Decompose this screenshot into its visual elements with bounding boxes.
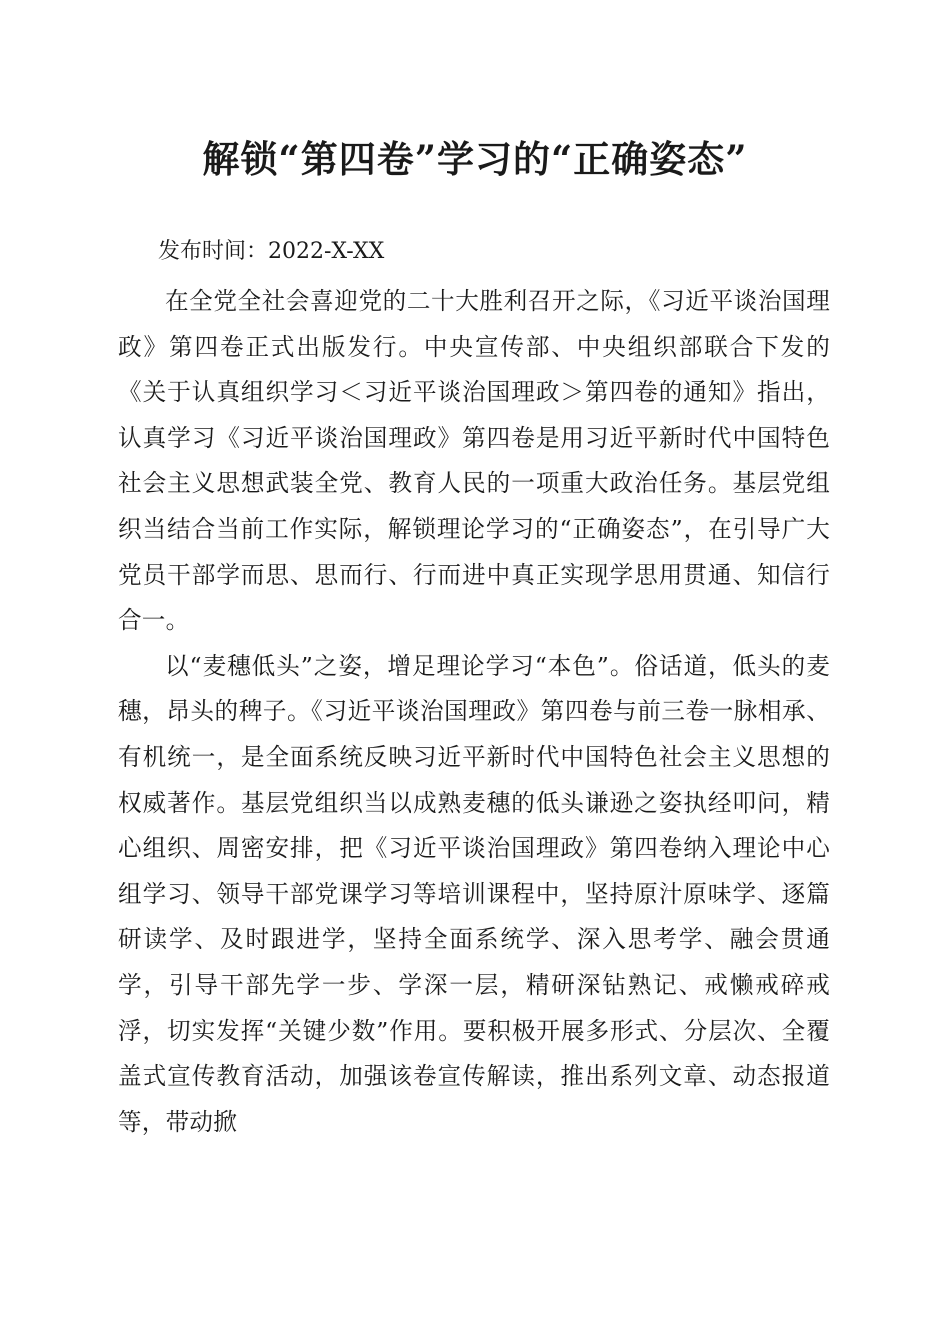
article-body bbox=[118, 279, 830, 1145]
paragraph: 以“麦穗低头”之姿，增足理论学习“本色”。俗话道，低头的麦穗，昂头的稗子。《习近平谈治国理政》第四卷与前三卷一脉相承、有机统一，是全面系统反映习近平新时代中国特色社会主义思想的权威著作。基层党组织当以成熟麦穗的低头谦逊之姿执经叩问，精心组织、周密安排，把《习近平谈治国理政》第四卷纳入理论中心组学习、领导干部党课学习等培训课程中，坚持原汁原味学、逐篇研读学、及时跟进学，坚持全面系统学、深入思考学、融会贯通学，引导干部先学一步、学深一层，精研深钻熟记、戒懒戒碎戒浮，切实发挥“关键少数”作用。要积极开展多形式、分层次、全覆盖式宣传教育活动，加强该卷宣传解读，推出系列文章、动态报道等，带动掀 bbox=[118, 651, 830, 1136]
paragraph: 在全党全社会喜迎党的二十大胜利召开之际，《习近平谈治国理政》第四卷正式出版发行。中央宣传部、中央组织部联合下发的《关于认真组织学习＜习近平谈治国理政＞第四卷的通知》指出，认真学习《习近平谈治国理政》第四卷是用习近平新时代中国特色社会主义思想武装全党、教育人民的一项重大政治任务。基层党组织当结合当前工作实际，解锁理论学习的“正确姿态”，在引导广大党员干部学而思、思而行、行而进中真正实现学思用贯通、知信行合一。 bbox=[118, 287, 830, 635]
document-title: 解锁“第四卷”学习的“正确姿态” bbox=[202, 137, 748, 181]
publish-date: 发布时间：2022-X-XX bbox=[158, 239, 385, 264]
